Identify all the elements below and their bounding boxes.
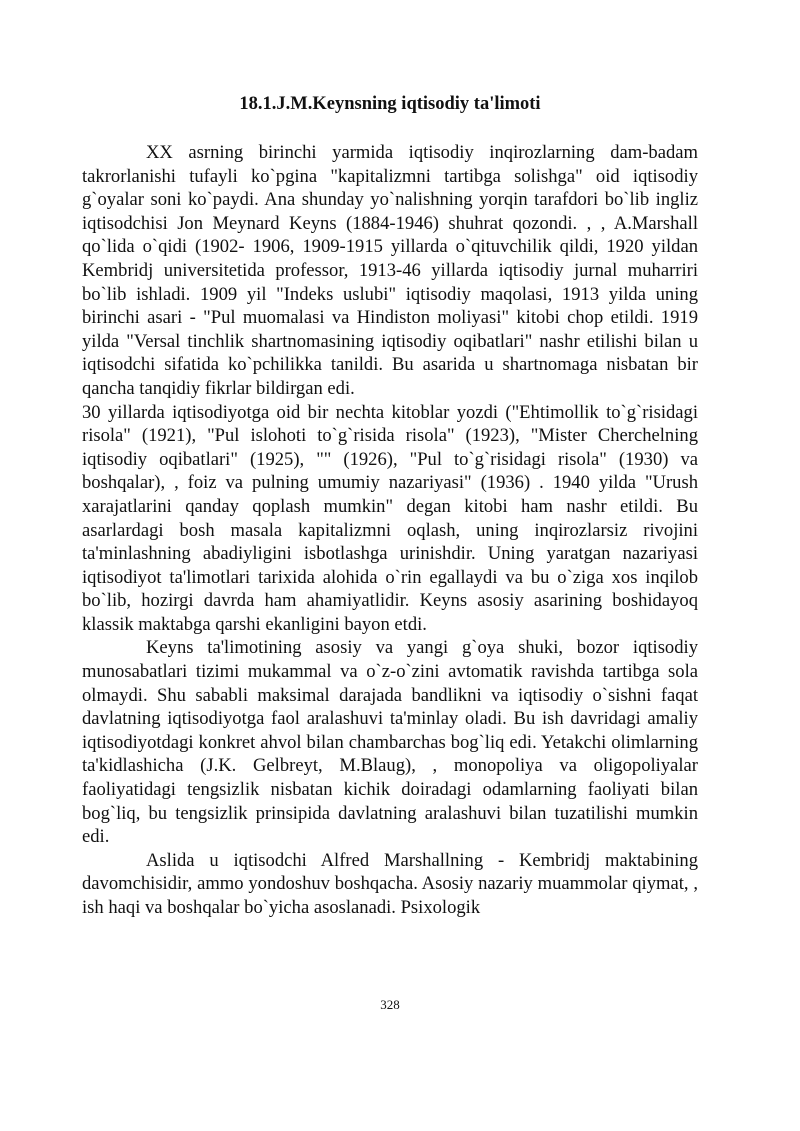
section-title: 18.1.J.M.Keynsning iqtisodiy ta'limoti <box>239 94 541 114</box>
paragraph-1: XX asrning birinchi yarmida iqtisodiy inqirozlarning dam-badam takrorlanishi tufayli ko`pgina "kapitalizmni tartibga solishga" oid iqtisodiy g`oyalar soni ko`paydi. Ana shunday yo`nalishning yorqin tarafdori bo`lib ingliz iqtisodchisi Jon Meynard Keyns (1884-1946) shuhrat qozondi. , , A.Marshall qo`lida o`qidi (1902- 1906, 1909-1915 yillarda o`qituvchilik qildi, 1920 yildan Kembridj universitetida professor, 1913-46 yillarda iqtisodiy jurnal muharriri bo`lib ishladi. 1909 yil "Indeks uslubi" iqtisodiy maqolasi, 1913 yilda uning birinchi asari - "Pul muomalasi va Hindiston moliyasi" kitobi chop etildi. 1919 yilda "Versal tinchlik shartnomasining iqtisodiy oqibatlari" nashr etilishi bilan u iqtisodchi sifatida ko`pchilikka tanildi. Bu asarida u shartnomaga nisbatan bir qancha tanqidiy fikrlar bildirgan edi. <box>82 142 698 399</box>
paragraph-2: 30 yillarda iqtisodiyotga oid bir nechta kitoblar yozdi ("Ehtimollik to`g`risidagi risola" (1921), "Pul islohoti to`g`risida risola" (1923), "Mister Cherchelning iqtisodiy oqibatlari" (1925), "" (1926), "Pul to`g`risidagi risola" (1930) va boshqalar), , foiz va pulning umumiy nazariyasi" (1936) . 1940 yilda "Urush xarajatlarini qanday qoplash mumkin" degan kitobi ham nashr etildi. Bu asarlardagi bosh masala kapitalizmni oqlash, uning inqirozlarsiz rivojini ta'minlashning abadiyligini isbotlashga urinishdir. Uning yaratgan nazariyasi iqtisodiyot ta'limotlari tarixida alohida o`rin egallaydi va bu o`ziga xos inqilob bo`lib, hozirgi davrda ham ahamiyatlidir. Keyns asosiy asarining boshidayoq klassik maktabga qarshi ekanligini bayon etdi. <box>82 401 698 635</box>
paragraph-3: Keyns ta'limotining asosiy va yangi g`oya shuki, bozor iqtisodiy munosabatlari tizimi mukammal va o`z-o`zini avtomatik ravishda tartibga sola olmaydi. Shu sababli maksimal darajada bandlikni va iqtisodiy o`sishni faqat davlatning iqtisodiyotga faol aralashuvi ta'minlay oladi. Bu ish davridagi amaliy iqtisodiyotdagi konkret ahvol bilan chambarchas bog`liq edi. Yetakchi olimlarning ta'kidlashicha (J.K. Gelbreyt, M.Blaug), , monopoliya va oligopoliyalar faoliyatidagi tengsizlik nisbatan kichik doiradagi odamlarning faoliyati bilan bog`liq, bu tengsizlik prinsipida davlatning aralashuvi bilan tuzatilishi mumkin edi. <box>82 637 698 848</box>
paragraph-4: Aslida u iqtisodchi Alfred Marshallning - Kembridj maktabining davomchisidir, ammo yondoshuv boshqacha. Asosiy nazariy muammolar qiymat, , ish haqi va boshqalar bo`yicha asoslanadi. Psixologik <box>82 849 698 918</box>
body-text <box>82 141 698 920</box>
document-page <box>82 0 698 1131</box>
page-number: 328 <box>380 997 400 1012</box>
